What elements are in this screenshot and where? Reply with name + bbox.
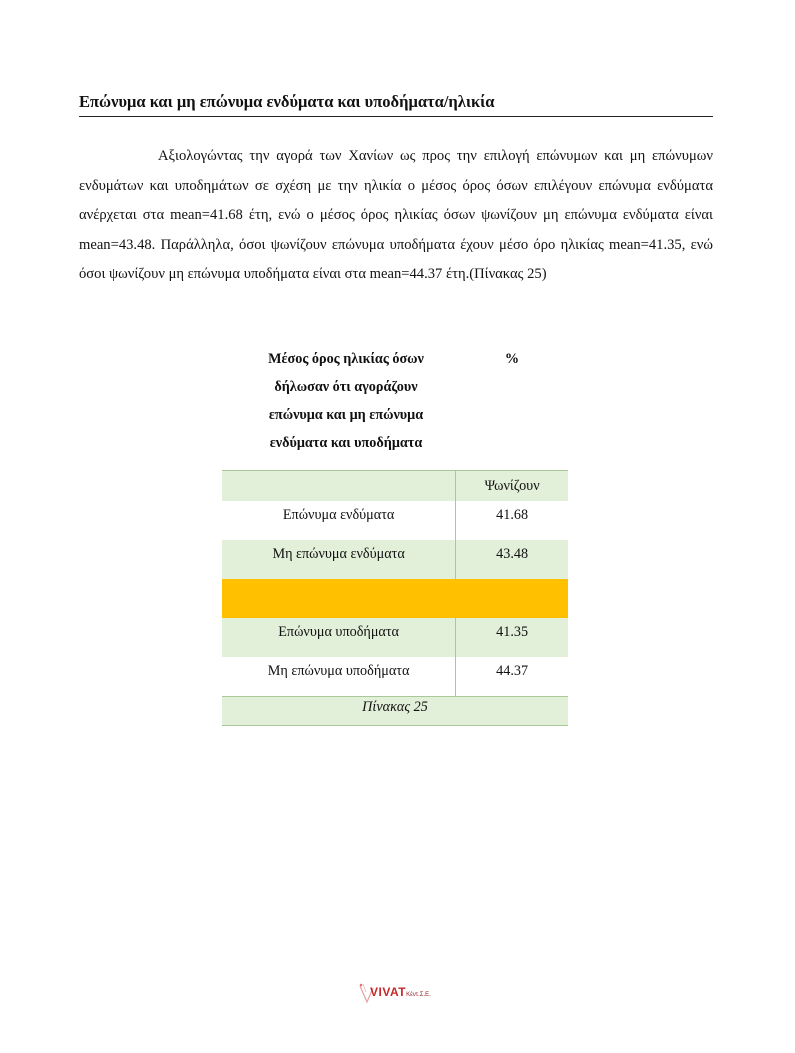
table-header-line: Μέσος όρος ηλικίας όσων (268, 351, 424, 367)
table-row (222, 501, 568, 540)
table-cell-empty (222, 579, 456, 618)
table-caption-row (222, 697, 568, 726)
footer-logo-main: VIVAT (370, 985, 407, 999)
table-column-label: Ψωνίζουν (456, 471, 568, 502)
table-row-label: Μη επώνυμα ενδύματα (222, 540, 456, 579)
table-cell-empty (456, 579, 568, 618)
table-row-value: 41.68 (456, 501, 568, 540)
age-mean-table (222, 470, 568, 726)
table-header-line: επώνυμα και μη επώνυμα (268, 407, 424, 423)
table-separator-row (222, 579, 568, 618)
table-header-percent: % (504, 351, 520, 367)
table-row-label: Επώνυμα υποδήματα (222, 618, 456, 657)
table-row-value: 43.48 (456, 540, 568, 579)
section-heading: Επώνυμα και μη επώνυμα ενδύματα και υποδήματα/ηλικία (79, 92, 713, 117)
table-header-line: ενδύματα και υποδήματα (269, 435, 423, 451)
footer-logo (370, 985, 431, 999)
footer-logo-sub: Κέντ.Σ.Ε. (406, 992, 431, 998)
table-header-description (236, 345, 456, 457)
table-caption: Πίνακας 25 (222, 697, 568, 726)
table-row-label: Επώνυμα ενδύματα (222, 501, 456, 540)
table-row (222, 657, 568, 697)
table-row (222, 618, 568, 657)
table-row-value: 41.35 (456, 618, 568, 657)
table-row (222, 540, 568, 579)
table-cell-empty (222, 471, 456, 502)
body-paragraph: Αξιολογώντας την αγορά των Χανίων ως προς την επιλογή επώνυμων και μη επώνυμων ενδυμάτων και υποδημάτων σε σχέση με την ηλικία ο μέσος όρος όσων επιλέγουν επώνυμα ενδύματα ανέρχεται στα mean=41.68 έτη, ενώ ο μέσος όρος ηλικίας όσων ψωνίζουν μη επώνυμα ενδύματα είναι mean=43.48. Παράλληλα, όσοι ψωνίζουν επώνυμα υποδήματα έχουν μέσο όρο ηλικίας mean=41.35, ενώ όσοι ψωνίζουν μη επώνυμα υποδήματα είναι στα mean=44.37 έτη.(Πίνακας 25) (79, 148, 713, 282)
table-header-line: δήλωσαν ότι αγοράζουν (274, 379, 418, 395)
table-row-value: 44.37 (456, 657, 568, 697)
table-row-label: Μη επώνυμα υποδήματα (222, 657, 456, 697)
table-column-label-row (222, 471, 568, 502)
